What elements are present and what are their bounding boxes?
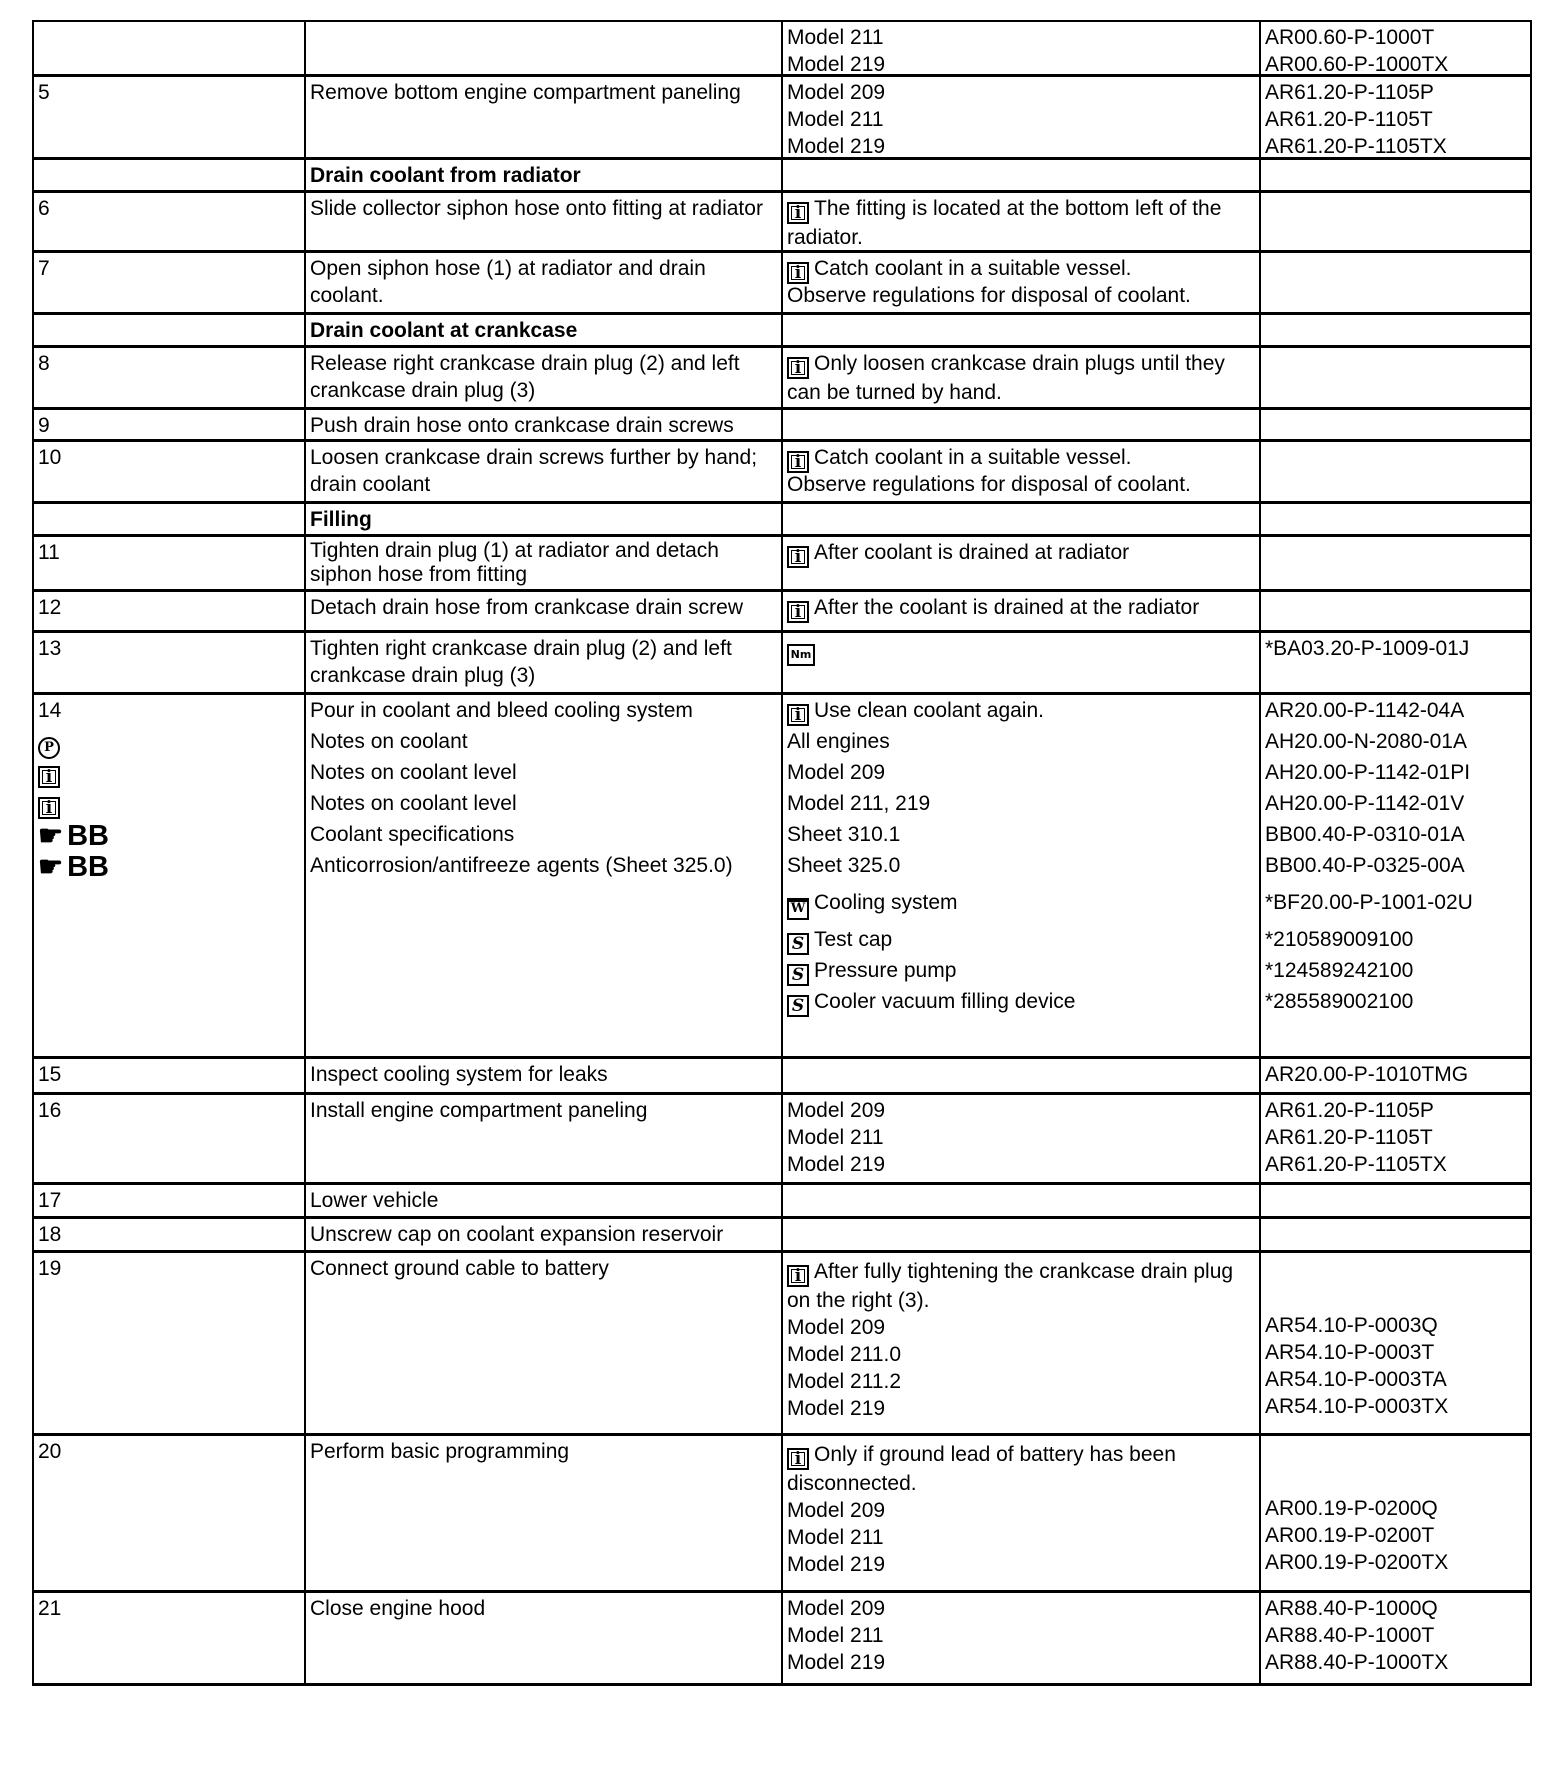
operation-cell [306,348,783,407]
reference-cell [1261,77,1534,157]
notes-cell [783,160,1261,190]
operation-cell [306,1059,783,1092]
reference-cell [1261,1436,1534,1590]
operation-text: Notes on coolant level [310,761,517,784]
note-line: Sheet 325.0 [787,854,901,877]
step-cell [34,410,306,439]
step-number: 7 [38,257,50,280]
step-number: 5 [38,81,50,104]
reference-cell [1261,504,1534,534]
reference-link[interactable]: AR54.10-P-0003T [1265,1341,1435,1364]
reference-link[interactable]: BB00.40-P-0325-00A [1265,854,1465,877]
step-number: 6 [38,197,50,220]
step-number: 10 [38,446,62,469]
info-icon: i [787,262,809,284]
notes-cell [783,315,1261,345]
operation-text: Perform basic programming [310,1440,570,1463]
operation-cell [306,1219,783,1250]
note-line: Model 219 [787,1153,886,1176]
operation-text: Remove bottom engine compartment paneling [310,81,741,104]
notes-cell [783,1185,1261,1216]
reference-link[interactable]: AR20.00-P-1142-04A [1265,699,1465,722]
section-title: Filling [306,504,783,534]
note-text: Use clean coolant again. [814,699,1044,722]
note-text: Catch coolant in a suitable vessel. [814,446,1132,469]
step-cell [34,1253,306,1433]
table-row [32,74,1532,157]
reference-cell [1261,348,1534,407]
note-line: Model 211.0 [787,1343,902,1366]
operation-cell [306,193,783,250]
note-text: The fitting is located at the bottom left of the radiator. [787,197,1222,249]
reference-link[interactable]: AR54.10-P-0003Q [1265,1314,1438,1337]
note-text: After coolant is drained at radiator [814,541,1130,564]
bb-label: BB [67,851,109,883]
note-line: Model 219 [787,1397,886,1420]
operation-cell [306,1185,783,1216]
step-cell [34,633,306,692]
step-number: 20 [38,1440,62,1463]
notes-cell [783,193,1261,250]
operation-cell [306,1095,783,1182]
info-icon: i [787,1448,809,1470]
step-number: 18 [38,1223,62,1246]
step-cell [34,1219,306,1250]
reference-cell [1261,160,1534,190]
info-icon: i [787,202,809,224]
reference-cell [1261,592,1534,630]
note-line: Model 219 [787,1553,886,1576]
step-cell [34,592,306,630]
step-cell [34,315,306,345]
table-row [32,589,1532,630]
note-text: Cooler vacuum filling device [814,990,1076,1013]
step-cell [34,442,306,501]
note-line: Model 209 [787,81,886,104]
note-line: Model 211 [787,26,884,49]
special-tool-icon: S [787,964,809,986]
notes-cell [783,1436,1261,1590]
operation-cell [306,1593,783,1683]
note-line: Observe regulations for disposal of coolant. [787,284,1191,307]
operation-cell [306,1253,783,1433]
reference-link[interactable]: AR00.19-P-0200TX [1265,1551,1449,1574]
step-cell [34,348,306,407]
operation-text: Detach drain hose from crankcase drain screw [310,596,744,619]
table-row [32,630,1532,692]
operation-cell [306,77,783,157]
step-number: 21 [38,1597,62,1620]
step-cell [34,695,306,1056]
table-row [32,1433,1532,1590]
operation-text: Notes on coolant level [310,792,517,815]
operation-text: Slide collector siphon hose onto fitting at radiator [310,197,763,220]
notes-cell [783,410,1261,439]
section-header-row [32,501,1532,534]
operation-text: Tighten right crankcase drain plug (2) and left crankcase drain plug (3) [310,637,732,687]
info-icon: i [787,546,809,568]
reference-cell [1261,442,1534,501]
operation-text: Close engine hood [310,1597,486,1620]
note-line: Model 219 [787,53,886,74]
step-number: 9 [38,414,50,437]
operation-text: Notes on coolant [310,730,468,753]
notes-cell [783,1059,1261,1092]
step-number: 17 [38,1189,62,1212]
section-title: Drain coolant from radiator [306,160,783,190]
step-number: 12 [38,596,62,619]
step-number: 11 [38,541,60,564]
notes-cell [783,592,1261,630]
notes-cell [783,537,1261,589]
reference-link[interactable]: AR61.20-P-1105TX [1265,1153,1447,1176]
table-row [32,345,1532,407]
section-header-row [32,157,1532,190]
reference-link[interactable]: AR88.40-P-1000Q [1265,1597,1438,1620]
note-line: Model 219 [787,1651,886,1674]
note-text: Pressure pump [814,959,957,982]
step-cell [34,1436,306,1590]
reference-link[interactable]: AR54.10-P-0003TA [1265,1368,1447,1391]
info-icon: i [38,797,60,819]
reference-link[interactable]: AR88.40-P-1000T [1265,1624,1435,1647]
operation-cell [306,22,783,74]
notes-cell [783,348,1261,407]
reference-cell [1261,193,1534,250]
notes-cell [783,504,1261,534]
operation-cell [306,442,783,501]
operation-text: Inspect cooling system for leaks [310,1063,608,1086]
notes-cell [783,633,1261,692]
table-row [32,1216,1532,1250]
reference-cell [1261,410,1534,439]
step-cell [34,1095,306,1182]
note-line: Model 209 [787,1597,886,1620]
table-row [32,1250,1532,1433]
notes-cell [783,253,1261,312]
procedure-table [32,20,1532,1686]
note-line: Model 211.2 [787,1370,902,1393]
operation-text: Release right crankcase drain plug (2) and left crankcase drain plug (3) [310,352,740,402]
reference-link[interactable]: AH20.00-P-1142-01V [1265,792,1465,815]
operation-text: Push drain hose onto crankcase drain screws [310,414,734,437]
workshop-equipment-icon: W [787,898,809,920]
step-number: 13 [38,637,62,660]
table-row [32,1056,1532,1092]
table-row [32,1590,1532,1686]
table-row [32,407,1532,439]
note-text: Cooling system [814,891,958,914]
note-line: Model 211 [787,1624,884,1647]
operation-cell [306,592,783,630]
notes-cell [783,1593,1261,1683]
reference-cell [1261,537,1534,589]
step-cell [34,22,306,74]
step-cell [34,77,306,157]
note-text: Test cap [814,928,893,951]
note-line: All engines [787,730,890,753]
notes-cell [783,77,1261,157]
reference-cell [1261,695,1534,1056]
table-row [32,692,1532,1056]
note-line: Model 209 [787,1316,886,1339]
operation-text: Install engine compartment paneling [310,1099,648,1122]
pointing-hand-icon: ☛ [38,819,64,852]
reference-link[interactable]: *285589002100 [1265,990,1414,1013]
reference-cell [1261,22,1534,74]
operation-text: Anticorrosion/antifreeze agents (Sheet 325.0) [310,854,733,877]
step-number: 15 [38,1063,62,1086]
note-line: Model 209 [787,1099,886,1122]
operation-cell [306,537,783,589]
note-text: Only loosen crankcase drain plugs until they can be turned by hand. [787,352,1225,404]
reference-cell [1261,1253,1534,1433]
notes-icon: P [38,737,60,759]
step-cell [34,253,306,312]
reference-link[interactable]: AR54.10-P-0003TX [1265,1395,1449,1418]
operation-cell [306,695,783,1056]
table-row [32,1092,1532,1182]
step-number: 8 [38,352,50,375]
notes-cell [783,1219,1261,1250]
operation-text: Tighten drain plug (1) at radiator and detach siphon hose from fitting [310,539,719,586]
reference-link[interactable]: AR00.60-P-1000TX [1265,53,1449,74]
step-cell [34,1059,306,1092]
operation-text: Coolant specifications [310,823,515,846]
info-icon: i [787,357,809,379]
info-icon: i [787,601,809,623]
notes-cell [783,442,1261,501]
info-icon: i [787,451,809,473]
reference-cell [1261,633,1534,692]
info-icon: i [787,1265,809,1287]
note-text: Only if ground lead of battery has been disconnected. [787,1443,1176,1495]
reference-link[interactable]: AR61.20-P-1105T [1265,108,1433,131]
special-tool-icon: S [787,933,809,955]
operation-text: Loosen crankcase drain screws further by hand; drain coolant [310,446,758,496]
note-line: Sheet 310.1 [787,823,901,846]
reference-link[interactable]: AR00.60-P-1000T [1265,26,1435,49]
reference-cell [1261,1219,1534,1250]
note-line: Model 209 [787,761,886,784]
step-cell [34,1185,306,1216]
reference-link[interactable]: AR61.20-P-1105P [1265,1099,1434,1122]
reference-link[interactable]: AH20.00-P-1142-01PI [1265,761,1471,784]
note-line: Model 209 [787,1499,886,1522]
note-line: Model 211 [787,108,884,131]
operation-cell [306,410,783,439]
note-text: After fully tightening the crankcase drain plug on the right (3). [787,1260,1234,1312]
torque-icon: Nm [787,644,815,666]
reference-cell [1261,1059,1534,1092]
step-cell [34,504,306,534]
table-row [32,534,1532,589]
section-title: Drain coolant at crankcase [306,315,783,345]
reference-link[interactable]: AH20.00-N-2080-01A [1265,730,1467,753]
info-icon: i [38,766,60,788]
reference-cell [1261,315,1534,345]
reference-link[interactable]: AR61.20-P-1105T [1265,1126,1433,1149]
step-cell [34,193,306,250]
step-number: 19 [38,1257,62,1280]
notes-cell [783,1095,1261,1182]
note-line: Model 211 [787,1126,884,1149]
operation-text: Lower vehicle [310,1189,439,1212]
operation-text: Pour in coolant and bleed cooling system [310,699,693,722]
special-tool-icon: S [787,995,809,1017]
reference-link[interactable]: BB00.40-P-0310-01A [1265,823,1465,846]
section-header-row [32,312,1532,345]
table-row [32,190,1532,250]
reference-link[interactable]: AR61.20-P-1105TX [1265,135,1447,157]
step-number: 16 [38,1099,62,1122]
reference-cell [1261,1593,1534,1683]
reference-cell [1261,1185,1534,1216]
reference-cell [1261,1095,1534,1182]
reference-link[interactable]: *BA03.20-P-1009-01J [1265,637,1470,660]
reference-link[interactable]: *210589009100 [1265,928,1414,951]
operation-cell [306,253,783,312]
reference-link[interactable]: *BF20.00-P-1001-02U [1265,891,1473,914]
operation-text: Unscrew cap on coolant expansion reservoir [310,1223,724,1246]
reference-link[interactable]: AR88.40-P-1000TX [1265,1651,1449,1674]
table-row [32,439,1532,501]
info-icon: i [787,704,809,726]
step-cell [34,1593,306,1683]
note-text: Catch coolant in a suitable vessel. [814,257,1132,280]
note-line: Model 211, 219 [787,792,931,815]
reference-link[interactable]: AR00.19-P-0200Q [1265,1497,1438,1520]
reference-link[interactable]: AR00.19-P-0200T [1265,1524,1435,1547]
reference-link[interactable]: AR20.00-P-1010TMG [1265,1063,1469,1086]
pointing-hand-icon: ☛ [38,850,64,883]
notes-cell [783,22,1261,74]
table-row [32,250,1532,312]
reference-cell [1261,253,1534,312]
bb-label: BB [67,820,109,852]
operation-cell [306,633,783,692]
operation-text: Open siphon hose (1) at radiator and drain coolant. [310,257,706,307]
operation-text: Connect ground cable to battery [310,1257,609,1280]
table-row [32,1182,1532,1216]
note-text: After the coolant is drained at the radiator [814,596,1200,619]
reference-link[interactable]: *124589242100 [1265,959,1414,982]
operation-cell [306,1436,783,1590]
step-number: 14 [38,699,62,722]
table-row [32,20,1532,74]
step-cell [34,160,306,190]
note-line: Model 211 [787,1526,884,1549]
notes-cell [783,695,1261,1056]
notes-cell [783,1253,1261,1433]
reference-link[interactable]: AR61.20-P-1105P [1265,81,1434,104]
note-line: Observe regulations for disposal of coolant. [787,473,1191,496]
step-cell [34,537,306,589]
note-line: Model 219 [787,135,886,157]
